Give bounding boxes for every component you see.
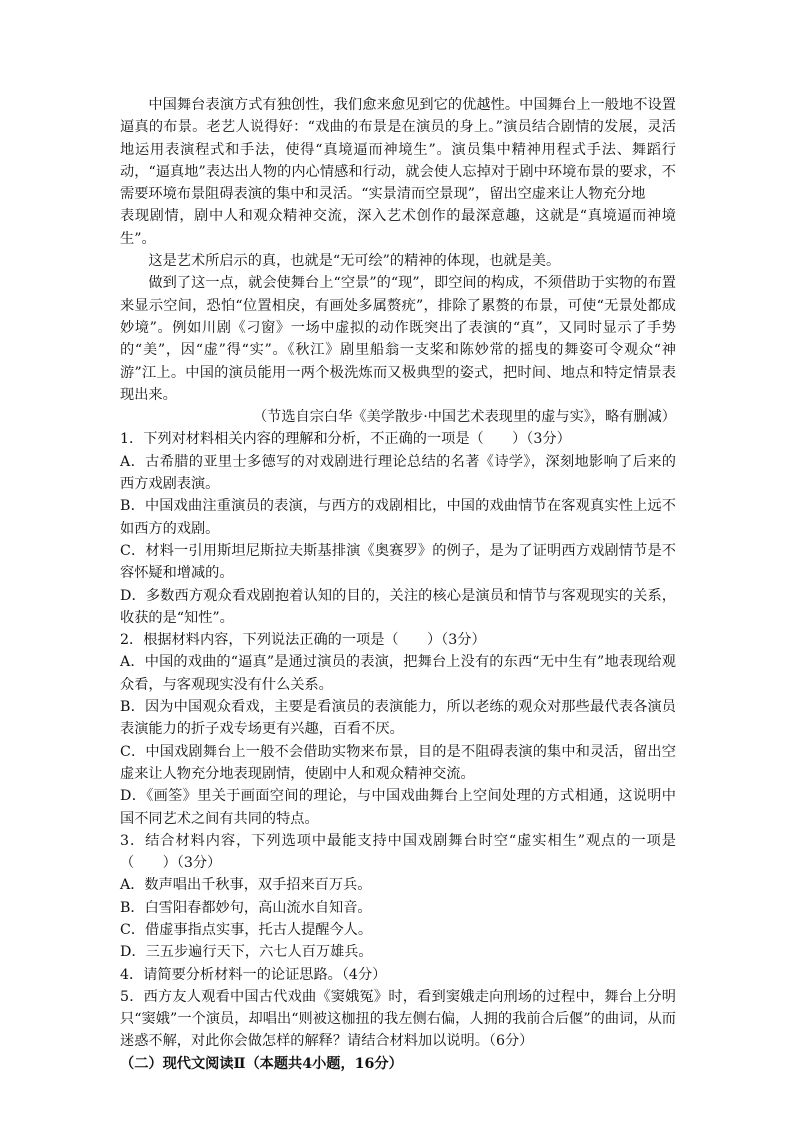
question-2-option-a: A．中国的戏曲的“逼真”是通过演员的表演，把舞台上没有的东西“无中生有”地表现给观众看，与客观现实没有什么关系。 <box>120 654 676 693</box>
question-1-option-c: C．材料一引用斯坦尼斯拉夫斯基排演《奥赛罗》的例子，是为了证明西方戏剧情节是不容怀疑和增减的。 <box>120 542 676 582</box>
question-4-stem: 4．请简要分析材料一的论证思路。（4分） <box>120 966 387 983</box>
passage-paragraph-1: 中国舞台表演方式有独创性，我们愈来愈见到它的优越性。中国舞台上一般地不设置逼真的布景。老艺人说得好：“戏曲的布景是在演员的身上。”演员结合剧情的发展，灵活地运用表演程式和手法，使得“真境逼而神境生”。演员集中精神用程式手法、舞蹈行动，“逼真地”表达出人物的内心情感和行动，就会使人忘掉对于剧中环境布景的要求，不需要环境布景阻碍表演的集中和灵活。“实景清而空景现”，留出空虚来让人物充分地 <box>120 97 676 203</box>
question-3-option-a: A．数声唱出千秋事，双手招来百万兵。 <box>120 877 372 894</box>
question-2-option-d: D．《画筌》里关于画面空间的理论，与中国戏曲舞台上空间处理的方式相通，这说明中国不同艺术之间有共同的特点。 <box>120 788 676 827</box>
question-3-option-d: D．三五步遍行天下，六七人百万雄兵。 <box>120 944 373 961</box>
passage-paragraph-2: 表现剧情，剧中人和观众精神交流，深入艺术创作的最深意趣，这就是“真境逼而神境生”。 <box>120 208 676 247</box>
question-2-option-b: B．因为中国观众看戏，主要是看演员的表演能力，所以老练的观众对那些最代表各演员表演能力的折子戏专场更有兴趣，百看不厌。 <box>120 699 676 738</box>
text-column <box>120 94 676 1075</box>
question-3-stem: 3．结合材料内容，下列选项中最能支持中国戏剧舞台时空“虚实相生”观点的一项是（ ）（3分） <box>120 832 676 872</box>
question-1-stem: 1．下列对材料相关内容的理解和分析，不正确的一项是（ ）（3分） <box>120 431 571 448</box>
question-1-option-b: B．中国戏曲注重演员的表演，与西方的戏剧相比，中国的戏曲情节在客观真实性上远不如西方的戏剧。 <box>120 498 676 537</box>
passage-paragraph-3: 这是艺术所启示的真，也就是“无可绘”的精神的体现，也就是美。 <box>148 253 561 270</box>
passage-paragraph-4: 做到了这一点，就会使舞台上“空景”的“现”，即空间的构成，不须借助于实物的布置来显示空间，恐怕“位置相戾，有画处多属赘疣”，排除了累赘的布景，可使“无景处都成妙境”。例如川剧《刁窗》一场中虚拟的动作既突出了表演的“真”，又同时显示了手势的“美”，因“虚”得“实”。《秋江》剧里船翁一支桨和陈妙常的摇曳的舞姿可令观众“神游”江上。中国的演员能用一两个极洗炼而又极典型的姿式，把时间、地点和特定情景表现出来。 <box>120 275 676 403</box>
question-1-option-d: D．多数西方观众看戏剧抱着认知的目的，关注的核心是演员和情节与客观现实的关系，收获的是“知性”。 <box>120 587 676 626</box>
question-1-option-a: A．古希腊的亚里士多德写的对戏剧进行理论总结的名著《诗学》，深刻地影响了后来的西方戏剧表演。 <box>120 453 676 493</box>
source-citation: （节选自宗白华《美学散步·中国艺术表现里的虚与实》，略有删减） <box>252 409 676 426</box>
question-2-option-c: C．中国戏剧舞台上一般不会借助实物来布景，目的是不阻碍表演的集中和灵活，留出空虚来让人物充分地表现剧情，使剧中人和观众精神交流。 <box>120 743 676 782</box>
question-5-stem: 5．西方友人观看中国古代戏曲《窦娥冤》时，看到窦娥走向刑场的过程中，舞台上分明只“窦娥”一个演员，却唱出“则被这枷扭的我左侧右偏，人拥的我前合后偃”的曲词，从而迷惑不解，对此你会做怎样的解释？请结合材料加以说明。（6分） <box>120 988 676 1050</box>
question-2-stem: 2．根据材料内容，下列说法正确的一项是（ ）（3分） <box>120 632 486 649</box>
question-3-option-b: B．白雪阳春都妙句，高山流水自知音。 <box>120 899 372 916</box>
section-heading: （二）现代文阅读Ⅱ（本题共4小题，16分） <box>120 1055 403 1072</box>
question-3-option-c: C．借虚事指点实事，托古人提醒今人。 <box>120 921 373 938</box>
